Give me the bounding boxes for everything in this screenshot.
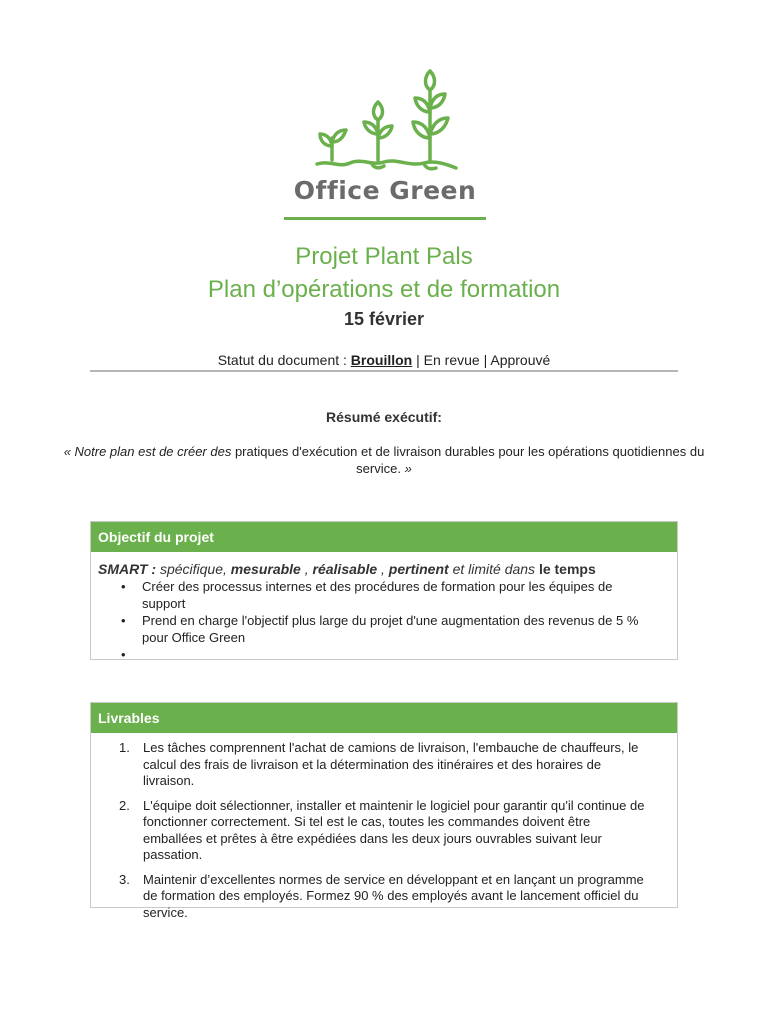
status-option-review[interactable]: En revue [423,352,480,368]
plant-sprouts-logo-icon [284,68,486,178]
status-option-approved[interactable]: Approuvé [490,352,551,368]
summary-quote: « Notre plan est de créer des pratiques d'exécution et de livraison durables pour les opérations quotidiennes du service. » [63,444,705,476]
deliverables-header: Livrables [91,703,677,733]
objective-section [90,521,678,660]
objective-bullets [91,578,677,663]
summary-heading: Résumé exécutif: [326,409,442,425]
document-date: 15 février [343,309,425,329]
list-item: 1. Les tâches comprennent l'achat de camions de livraison, l'embauche de chauffeurs, le calcul des frais de livraison et la détermination des itinéraires et des horaires de livraison. [119,740,639,788]
deliverables-section [90,702,678,920]
list-item: 3. Maintenir d’excellentes normes de service en développant et en lançant un programme de formation des employés. Formez 90 % des employés avant le lancement officiel du service. [119,871,644,920]
status-separator: | [483,352,488,368]
brand-underline [284,217,486,220]
deliverables-list [91,733,677,921]
status-separator: | [416,352,420,368]
document-status [0,352,768,368]
status-label: Statut du document : [217,352,347,368]
smart-line: SMART : spécifique, mesurable , réalisable , pertinent et limité dans le temps [98,561,596,577]
list-item: 2. L'équipe doit sélectionner, installer et maintenir le logiciel pour garantir qu'il continue de fonctionner correctement. Si tel est le cas, toutes les commandes doivent être emballées et prêtes à être expédiées dans les deux jours ouvrables suivant leur passation. [119,797,645,862]
project-title: Projet Plant Pals [295,243,473,270]
brand-name: Office Green [293,176,477,205]
list-item[interactable] [91,646,677,663]
document-title: Plan d’opérations et de formation [207,276,561,303]
objective-header: Objectif du projet [91,522,677,552]
divider [90,370,678,372]
list-item: • Créer des processus internes et des procédures de formation pour les équipes de support [91,578,677,612]
status-option-draft[interactable]: Brouillon [350,352,413,368]
list-item: • Prend en charge l'objectif plus large du projet d'une augmentation des revenus de 5 % pour Office Green [91,612,677,646]
